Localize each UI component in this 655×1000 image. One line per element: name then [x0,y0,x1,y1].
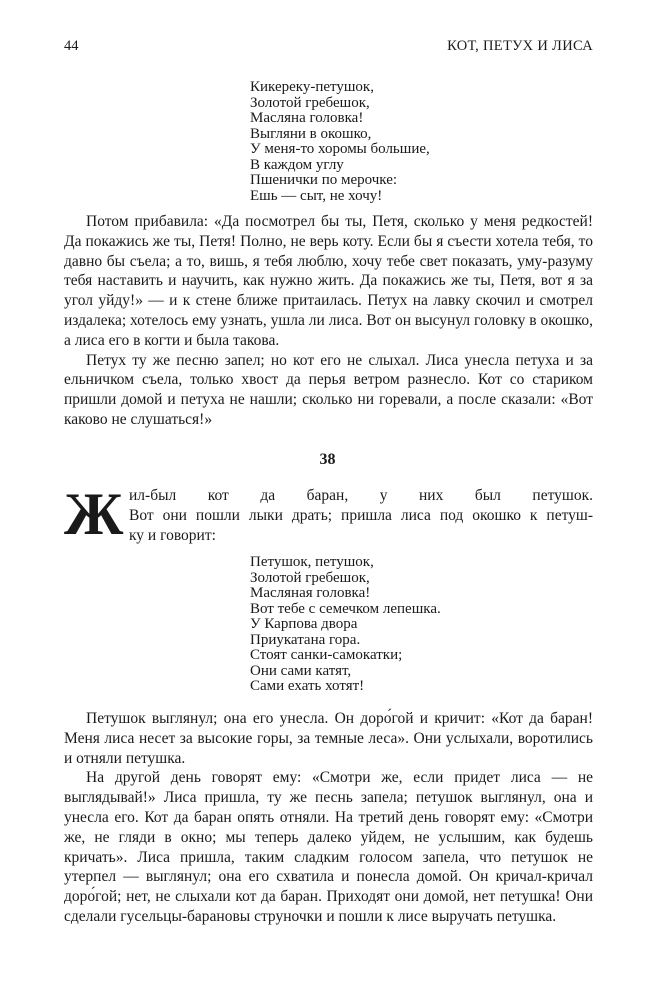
section-number: 38 [319,451,336,468]
verse-line: Сами ехать хотят! [250,678,365,694]
opening-line: ку и говорит: [129,526,216,544]
verse-block [250,555,441,695]
paragraph: Петух ту же песню запел; но кот его не слыхал. Лиса унесла петуха и за ельничком съела, только хвост да перья ветром разнесло. Кот со стариком пришли домой и петуха не нашли; сколько ни горевали, а после сказали: «Вот каково не слушаться!» [64,351,593,428]
page-header [64,38,593,58]
verse-line: Они сами катят, [250,662,352,679]
verse-line: Выгляни в окошко, [250,125,372,142]
verse-line: В каждом углу [250,156,344,173]
opening-line: Вот они пошли лыки драть; пришла лиса под окошко к петуш- [129,506,593,524]
verse-line: Масляная головка! [250,585,371,601]
verse-line: Петушок, петушок, [250,554,374,570]
verse-line: Масляна головка! [250,110,364,126]
paragraph: Петушок выглянул; она его унесла. Он доро́гой и кричит: «Кот да баран! Меня лиса несет за высокие горы, за темные леса». Они услыхали, воротились и отняли петушка. [64,710,593,767]
drop-cap: Ж [64,481,124,547]
story-opening [64,481,593,547]
verse-line: У меня-то хоромы большие, [250,141,430,157]
page-number: 44 [64,38,79,54]
paragraph: Потом прибавила: «Да посмотрел бы ты, Петя, сколько у меня редкостей! Да покажись же ты, Петя! Полно, не верь коту. Если бы я съести хотела тебя, то давно бы съела; а то, вишь, я тебя люблю, хочу тебе свет показать, уму-разуму тебя наставить и научить, как нужно жить. Да покажись же ты, Петя, вот я за угол уйду!» — и к стене ближе притаилась. Петух на лавку скочил и смотрел издалека; хотелось ему узнать, ушла ли лиса. Вот он высунул головку в окошко, а лиса его в когти и была такова. [64,213,594,349]
verse-line: Кикереку-петушок, [250,79,374,95]
running-title: КОТ, ПЕТУХ И ЛИСА [447,38,593,54]
verse-line: Приукатана гора. [250,631,361,648]
verse-block [250,80,430,204]
verse-line: Пшенички по мерочке: [250,172,398,188]
prose-block [64,709,593,927]
verse-line: У Карпова двора [250,616,358,632]
verse-line: Ешь — сыт, не хочу! [250,187,383,204]
prose-block [64,212,593,430]
verse-line: Золотой гребешок, [250,94,370,111]
opening-line: ил-был кот да баран, у них был петушок. [129,487,593,504]
verse-line: Вот тебе с семечком лепешка. [250,600,441,617]
paragraph: На другой день говорят ему: «Смотри же, если придет лиса — не выглядывай!» Лиса пришла, ту же песнь запела; петушок выглянул, она и унесла его. Кот да баран опять отняли. На третий день говорят ему: «Смотри же, не гляди в окно; мы теперь далеко уйдем, не услышим, как будешь кричать». Лиса пришла, таким сладким голосом запела, что петушок не утерпел — выглянул; она его схватила и понесла домой. Он кричал-кричал доро́гой; нет, не слыхали кот да баран. Приходят они домой, нет петушка! Они сделали гусельцы-барановы струночки и пошли к лисе выручать петушка. [64,769,593,925]
verse-line: Стоят санки-самокатки; [250,647,403,663]
verse-line: Золотой гребешок, [250,569,370,586]
